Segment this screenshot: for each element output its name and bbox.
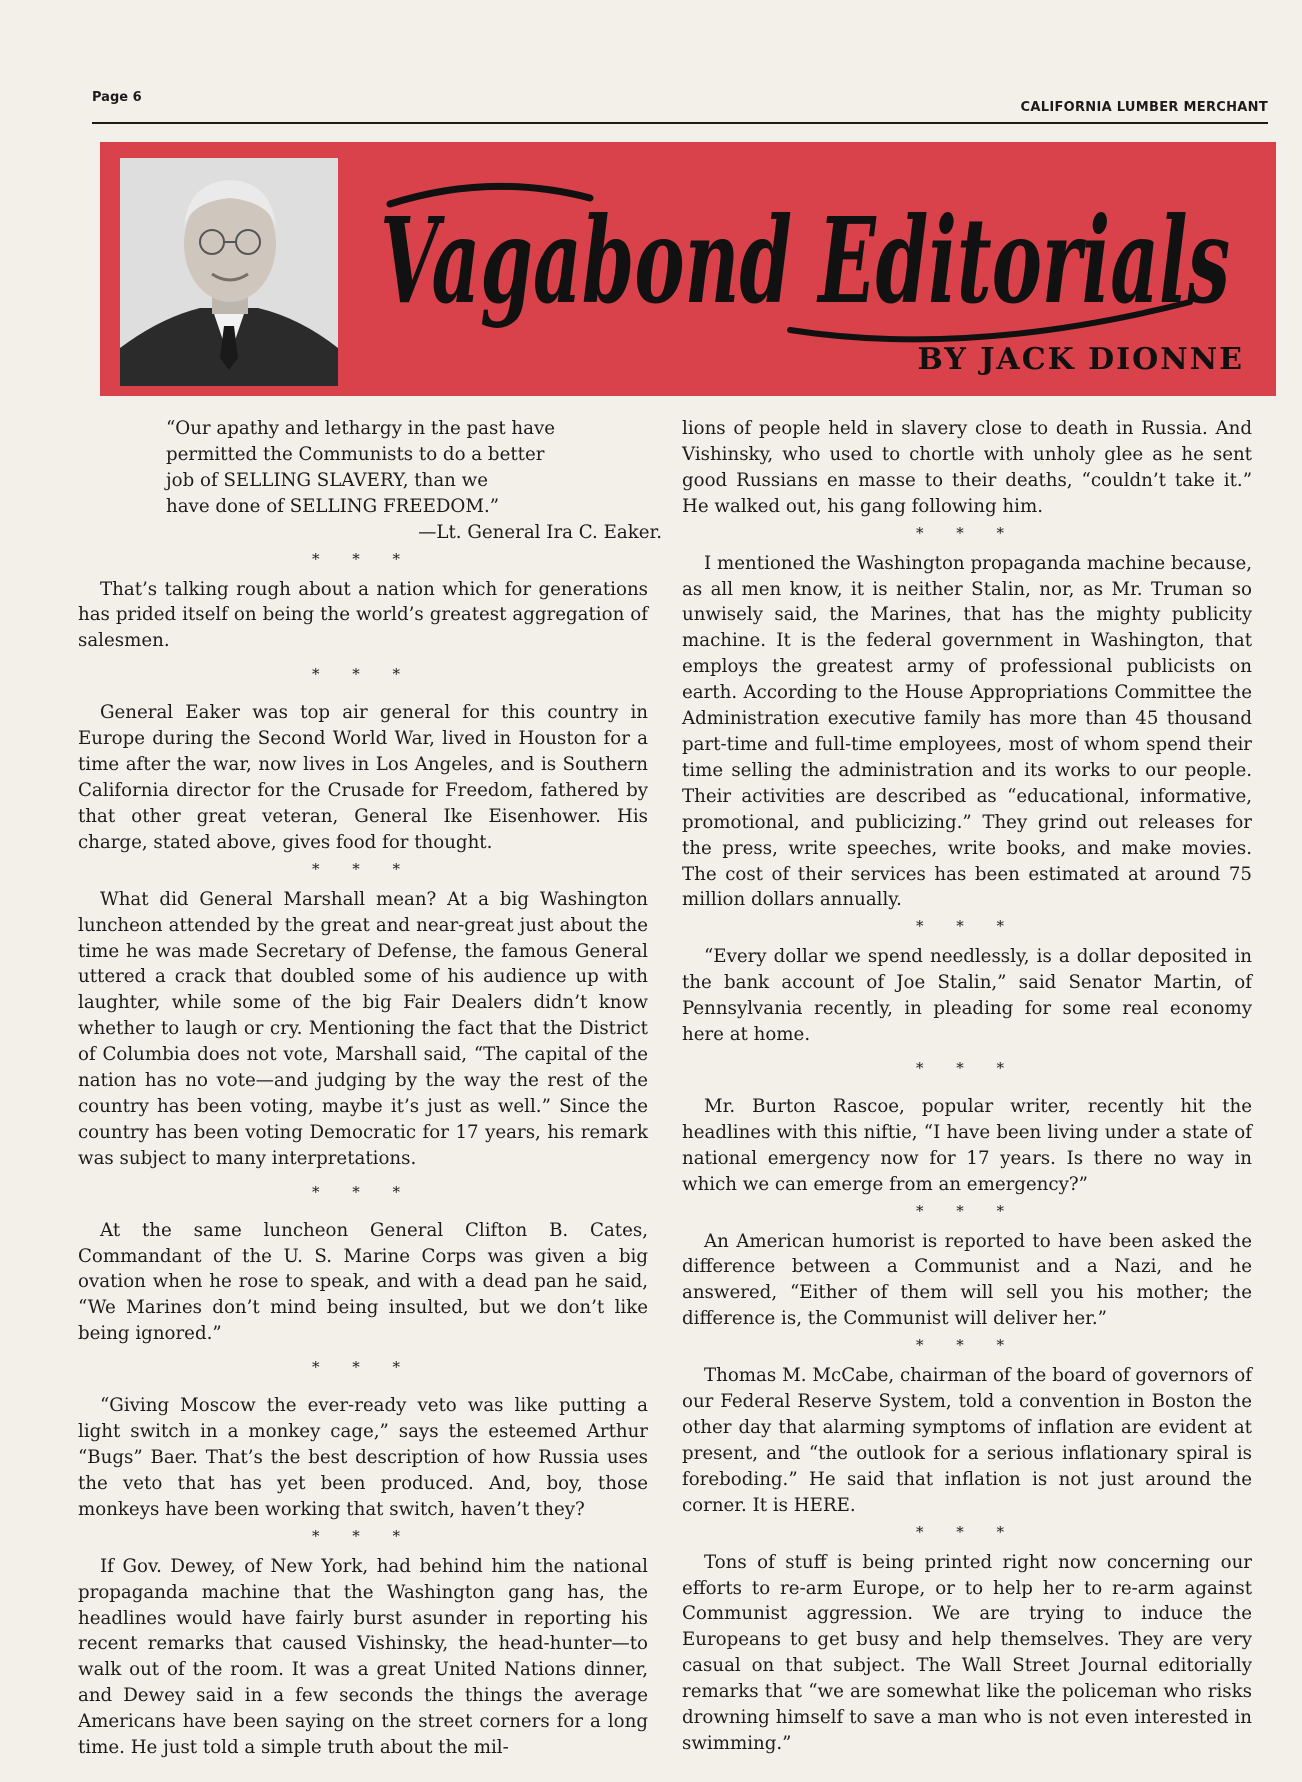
paragraph: If Gov. Dewey, of New York, had behind him the national propaganda machine that the Washington gang has, the headlines would have fairly burst asunder in reporting his recent remarks that caused Vishinsky, the head-hunter—to walk out of the room. It was a great United Nations dinner, and Dewey said in a few seconds the things the average Americans have been saying on the street corners for a long time. He just told a simple truth about the mil-	[78, 1555, 648, 1759]
section-separator: * * *	[311, 859, 415, 878]
opening-quote	[166, 416, 666, 546]
section-separator: * * *	[915, 523, 1019, 542]
paragraph: Mr. Burton Rascoe, popular writer, recently hit the headlines with this niftie, “I have been living under a state of national emergency now for 17 years. Is there no way in which we can emerge from an emergency?”	[682, 1095, 1252, 1195]
banner-title	[370, 162, 1250, 352]
paragraph: That’s talking rough about a nation which for generations has prided itself on being the world’s greatest aggregation of salesmen.	[78, 578, 648, 652]
paragraph: What did General Marshall mean? At a big Washington luncheon attended by the great and near-great just about the time he was made Secretary of Defense, the famous General uttered a crack that doubled some of his audience up with laughter, while some of the big Fair Dealers didn’t know whether to laugh or cry. Mentioning the fact that the District of Columbia does not vote, Marshall said, “The capital of the nation has no vote—and judging by the way the rest of the country has been voting, maybe it’s just as well.” Since the country has been voting Democratic for 17 years, his remark was subject to many interpretations.	[78, 888, 648, 1169]
editorial-banner	[100, 142, 1276, 396]
paragraph-continuation: lions of people held in slavery close to death in Russia. And Vishinsky, who used to chortle with unholy glee as he sent good Russians en masse to their deaths, “couldn’t take it.” He walked out, his gang following him.	[682, 418, 1252, 517]
quote-line: “Our apathy and lethargy in the past have	[166, 418, 556, 439]
section-separator: * * *	[915, 1201, 1019, 1220]
quote-line: have done of SELLING FREEDOM.”	[166, 495, 500, 517]
paragraph: An American humorist is reported to have been asked the difference between a Communist and a Nazi, and he answered, “Either of them will sell you his mother; the difference is, the Communist will deliver her.”	[682, 1230, 1252, 1330]
section-separator: * * *	[915, 917, 1019, 936]
section-separator: * * *	[915, 1336, 1019, 1355]
section-separator: * * *	[311, 1182, 415, 1201]
section-separator: * * *	[915, 1058, 1019, 1077]
portrait-photo-icon	[120, 158, 338, 386]
paragraph: At the same luncheon General Clifton B. Cates, Commandant of the U. S. Marine Corps was given a big ovation when he rose to speak, and with a dead pan he said, “We Marines don’t mind being insulted, but we don’t like being ignored.”	[78, 1219, 648, 1345]
quote-attribution: —Lt. General Ira C. Eaker.	[418, 521, 662, 543]
paragraph: I mentioned the Washington propaganda machine because, as all men know, it is neither Stalin, nor, as Mr. Truman so unwisely said, the Marines, that has the mighty publicity machine. It is the federal government in Washington, that employs the greatest army of professional publicists on earth. According to the House Appropriations Committee the Administration executive family has more than 45 thousand part-time and full-time employees, most of whom spend their time selling the administration and its works to our people. Their activities are described as “educational, informative, promotional, and publicizing.” They grind out releases for the press, write speeches, write books, and make movies. The cost of their services has been estimated at around 75 million dollars annually.	[682, 552, 1252, 911]
paragraph: General Eaker was top air general for this country in Europe during the Second World War, lived in Houston for a time after the war, now lives in Los Angeles, and is Southern California director for the Crusade for Freedom, fathered by that other great veteran, General Ike Eisenhower. His charge, stated above, gives food for thought.	[78, 702, 648, 853]
section-separator: * * *	[311, 665, 415, 684]
section-separator: * * *	[311, 1358, 415, 1377]
quote-line: permitted the Communists to do a better	[166, 443, 545, 465]
paragraph: Tons of stuff is being printed right now concerning our efforts to re-arm Europe, or to help her to re-arm against Communist aggression. We are trying to induce the Europeans to get busy and help themselves. They are very casual on that subject. The Wall Street Journal editorially remarks that “we are somewhat like the policeman who risks drowning himself to save a man who is not even interested in swimming.”	[682, 1551, 1252, 1754]
left-column	[78, 416, 662, 1761]
page-header	[92, 88, 1268, 124]
author-portrait	[120, 158, 338, 386]
paragraph: “Every dollar we spend needlessly, is a dollar deposited in the bank account of Joe Stalin,” said Senator Martin, of Pennsylvania recently, in pleading for some real economy here at home.	[682, 946, 1252, 1046]
section-separator: * * *	[915, 1522, 1019, 1541]
section-separator: * * *	[311, 549, 415, 568]
page-number: Page 6	[92, 90, 142, 105]
quote-line: job of SELLING SLAVERY, than we	[166, 469, 488, 491]
banner-title-text: Vagabond Editorials	[380, 191, 1230, 330]
section-separator: * * *	[311, 1526, 415, 1545]
paragraph: “Giving Moscow the ever-ready veto was like putting a light switch in a monkey cage,” says the esteemed Arthur “Bugs” Baer. That’s the best description of how Russia uses the veto that has yet been produced. And, boy, those monkeys have been working that switch, haven’t they?	[78, 1395, 648, 1520]
banner-byline: BY JACK DIONNE	[917, 342, 1244, 377]
publication-name: CALIFORNIA LUMBER MERCHANT	[1020, 100, 1268, 115]
right-column	[682, 416, 1252, 1757]
paragraph: Thomas M. McCabe, chairman of the board of governors of our Federal Reserve System, told a convention in Boston the other day that alarming symptoms of inflation are evident at present, and “the outlook for a serious inflationary spiral is foreboding.” He said that inflation is not just around the corner. It is HERE.	[682, 1365, 1252, 1516]
